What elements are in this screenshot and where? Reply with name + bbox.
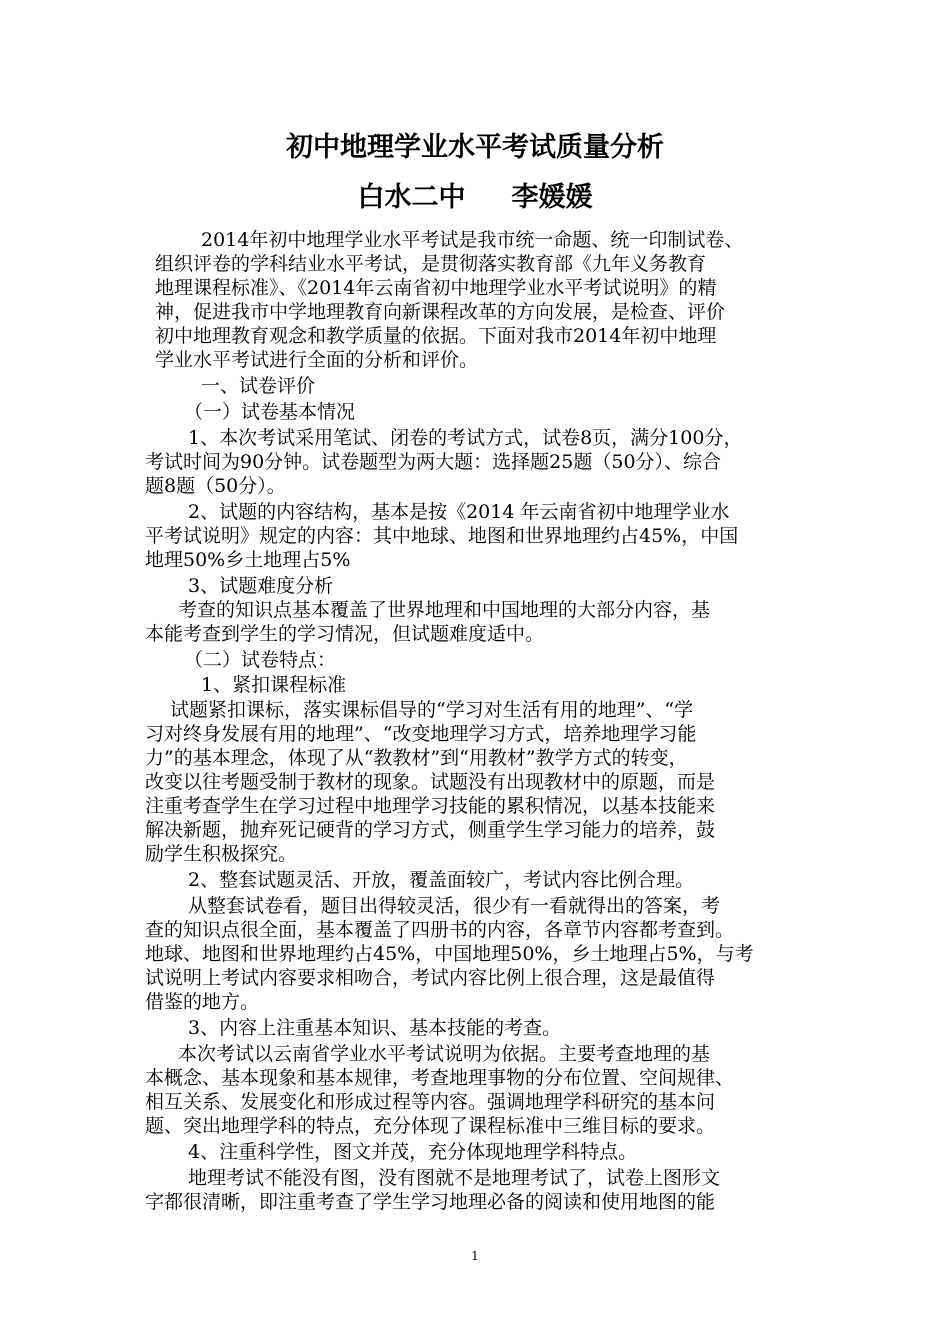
text-line: 2014年初中地理学业水平考试是我市统一命题、统一印制试卷、 [201, 229, 744, 251]
text-line: 解决新题，抛弃死记硬背的学习方式，侧重学生学习能力的培养，鼓 [145, 819, 716, 841]
text-line: 题8题（50分）。 [145, 475, 286, 497]
subsection-heading: （一）试卷基本情况 [184, 401, 356, 423]
text-line: 注重考查学生在学习过程中地理学习技能的累积情况，以基本技能来 [145, 795, 716, 817]
text-line: 本概念、基本现象和基本规律，考查地理事物的分布位置、空间规律、 [145, 1067, 735, 1089]
text-line: 本次考试以云南省学业水平考试说明为依据。主要考查地理的基 [178, 1043, 711, 1065]
text-line: 试说明上考试内容要求相吻合，考试内容比例上很合理，这是最值得 [145, 967, 716, 989]
text-line: 1、紧扣课程标准 [201, 674, 347, 696]
text-line: 地理50%乡土地理占5% [145, 549, 351, 571]
text-line: 相互关系、发展变化和形成过程等内容。强调地理学科研究的基本问 [145, 1091, 716, 1113]
text-line: 本能考查到学生的学习情况，但试题难度适中。 [145, 623, 545, 645]
text-line: 试题紧扣课标，落实课标倡导的“学习对生活有用的地理”、“学 [170, 699, 694, 721]
text-line: 4、注重科学性，图文并茂，充分体现地理学科特点。 [188, 1141, 638, 1163]
text-line: 3、内容上注重基本知识、基本技能的考查。 [188, 1017, 562, 1039]
school-name: 白水二中 [357, 182, 466, 213]
text-line: 借鉴的地方。 [145, 991, 260, 1013]
text-line: 初中地理教育观念和教学质量的依据。下面对我市2014年初中地理 [155, 325, 717, 347]
text-line: 习对终身发展有用的地理”、“改变地理学习方式，培养地理学习能 [145, 723, 697, 745]
text-line: 从整套试卷看，题目出得较灵活，很少有一看就得出的答案，考 [188, 895, 721, 917]
subsection-heading: （二）试卷特点： [184, 649, 337, 671]
text-line: 改变以往考题受制于教材的现象。试题没有出现教材中的原题，而是 [145, 771, 716, 793]
author-line [0, 181, 950, 215]
page-number: 1 [471, 1249, 479, 1263]
text-line: 励学生积极探究。 [145, 843, 298, 865]
text-line: 地理课程标准》、《2014年云南省初中地理学业水平考试说明》的精 [155, 277, 717, 299]
text-line: 2、试题的内容结构，基本是按《2014 年云南省初中地理学业水 [188, 501, 730, 523]
text-line: 神，促进我市中学地理教育向新课程改革的方向发展，是检查、评价 [155, 301, 726, 323]
document-title: 初中地理学业水平考试质量分析 [286, 132, 664, 163]
text-line: 题、突出地理学科的特点，充分体现了课程标准中三维目标的要求。 [145, 1115, 716, 1137]
text-line: 考查的知识点基本覆盖了世界地理和中国地理的大部分内容，基 [178, 599, 711, 621]
text-line: 3、试题难度分析 [188, 575, 334, 597]
text-line: 平考试说明》规定的内容：其中地球、地图和世界地理约占45%，中国 [145, 525, 739, 547]
section-heading: 一、试卷评价 [201, 375, 316, 397]
text-line: 地理考试不能没有图，没有图就不是地理考试了，试卷上图形文 [188, 1167, 721, 1189]
text-line: 查的知识点很全面，基本覆盖了四册书的内容，各章节内容都考查到。 [145, 919, 735, 941]
text-line: 组织评卷的学科结业水平考试，是贯彻落实教育部《九年义务教育 [155, 253, 707, 275]
author-name: 李媛媛 [511, 182, 593, 213]
text-line: 地球、地图和世界地理约占45%，中国地理50%，乡土地理占5%，与考 [145, 943, 754, 965]
text-line: 2、整套试题灵活、开放，覆盖面较广，考试内容比例合理。 [188, 869, 695, 891]
text-line: 考试时间为90分钟。试卷题型为两大题：选择题25题（50分）、综合 [145, 451, 722, 473]
text-line: 字都很清晰，即注重考查了学生学习地理必备的阅读和使用地图的能 [145, 1191, 716, 1213]
text-line: 学业水平考试进行全面的分析和评价。 [155, 349, 479, 371]
text-line: 1、本次考试采用笔试、闭卷的考试方式，试卷8页，满分100分， [188, 427, 743, 449]
text-line: 力”的基本理念，体现了从“教教材”到“用教材”教学方式的转变， [145, 747, 688, 769]
